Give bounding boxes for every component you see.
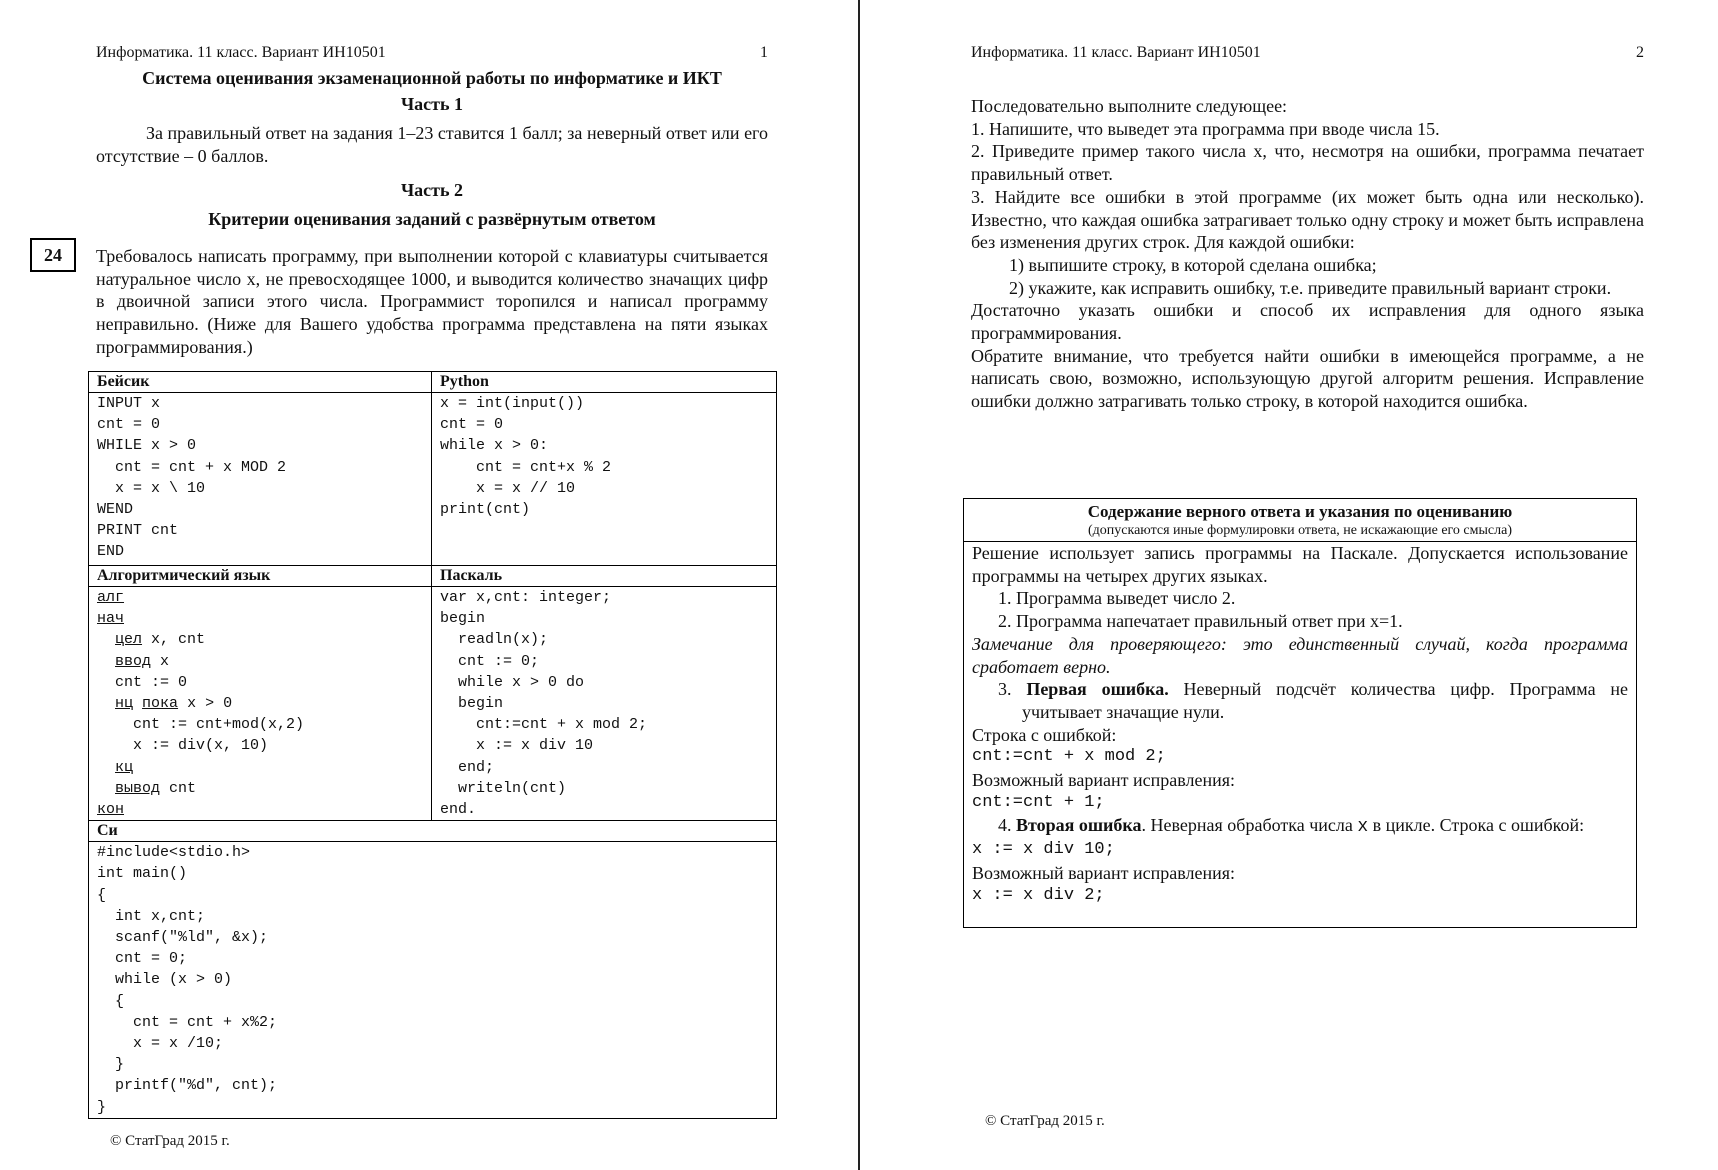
code-line: x = x // 10 — [440, 479, 576, 497]
item-var: x — [1357, 817, 1369, 838]
code-line — [97, 778, 431, 799]
code-line — [97, 651, 431, 672]
code-line: cnt = 0 — [440, 416, 504, 434]
item-num: 4. — [998, 815, 1016, 836]
code-line: WHILE x > 0 — [97, 437, 197, 455]
code-line: cnt = cnt + x%2; — [97, 1013, 278, 1031]
note: Достаточно указать ошибки и способ их исправления для одного языка программирования. — [971, 300, 1644, 344]
code-line: print(cnt) — [440, 501, 531, 519]
instructions — [971, 95, 1644, 413]
basic-code — [89, 393, 432, 566]
item-rest: . Неверная обработка числа — [1141, 815, 1358, 836]
basic-title: Бейсик — [89, 372, 432, 393]
item-rest: Неверный подсчёт количества цифр. Программа не учитывает значащие нули. — [1022, 679, 1628, 722]
pascal-title: Паскаль — [432, 566, 777, 587]
code-line: cnt := 0 — [97, 673, 188, 691]
instruction-line: 1. Напишите, что выведет эта программа при вводе числа 15. — [971, 118, 1440, 139]
error-line-label: Строка с ошибкой: — [972, 724, 1117, 745]
instruction-line: 3. Найдите все ошибки в этой программе (их может быть одна или несколько). Известно, что каждая ошибка затрагивает только одну строку и может быть исправлена без изменения других строк. Для каждой ошибки: — [971, 186, 1644, 253]
code-line: END — [97, 543, 125, 561]
code-table — [88, 371, 777, 1119]
code-line: WEND — [97, 501, 134, 519]
code-line: } — [97, 1056, 125, 1074]
code-line: x = x /10; — [97, 1035, 224, 1053]
code-line: cnt = 0; — [97, 950, 188, 968]
code-line: cnt := 0; — [440, 652, 540, 670]
fix-1-code: cnt:=cnt + 1; — [972, 792, 1105, 812]
code-line: INPUT x — [97, 395, 161, 412]
code-line — [97, 693, 431, 714]
code-line: scanf("%ld", &x); — [97, 929, 269, 947]
code-line: cnt = cnt + x MOD 2 — [97, 458, 287, 476]
code-rest: x — [151, 652, 170, 670]
task-number: 24 — [30, 238, 76, 272]
code-line: printf("%d", cnt); — [97, 1077, 278, 1095]
answer-intro: Решение использует запись программы на Паскале. Допускается использование программы на четырех других языках. — [972, 543, 1628, 586]
document-title: Система оценивания экзаменационной работы по информатике и ИКТ — [142, 68, 722, 88]
fix-label: Возможный вариант исправления: — [972, 770, 1235, 791]
fix-label: Возможный вариант исправления: — [972, 862, 1235, 883]
item-bold: Вторая ошибка — [1016, 815, 1142, 836]
part2-subheading: Критерии оценивания заданий с развёрнутым ответом — [208, 209, 656, 229]
page-header: Информатика. 11 класс. Вариант ИН10501 — [971, 44, 1261, 61]
keyword: вывод — [115, 779, 161, 797]
instruction-line: Последовательно выполните следующее: — [971, 96, 1288, 116]
python-title: Python — [432, 372, 777, 393]
keyword: кц — [115, 758, 134, 776]
code-line: cnt := cnt+mod(x,2) — [97, 716, 305, 734]
part1-heading: Часть 1 — [400, 94, 464, 114]
keyword: нц — [115, 695, 134, 713]
answer-item-2: 2. Программа напечатает правильный ответ при x=1. — [998, 611, 1403, 632]
error-2-code: x := x div 10; — [972, 840, 1115, 860]
code-line — [97, 757, 431, 778]
code-line: while (x > 0) — [97, 971, 233, 989]
code-rest: x > 0 — [178, 695, 233, 713]
answer-item-4 — [972, 814, 1628, 839]
part1-text: За правильный ответ на задания 1–23 ставится 1 балл; за неверный ответ или его отсутствие – 0 баллов. — [96, 123, 768, 166]
code-line: begin — [440, 695, 504, 713]
code-line: нач — [97, 610, 125, 628]
instruction-line: 2. Приведите пример такого числа x, что, несмотря на ошибки, программа печатает правильный ответ. — [971, 141, 1644, 185]
code-line: x = x \ 10 — [97, 479, 206, 497]
task-text: Требовалось написать программу, при выполнении которой с клавиатуры считывается натуральное число x, не превосходящее 1000, и выводится количество значащих цифр в двоичной записи этого числа. Программист торопился и написал программу неправильно. (Ниже для Вашего удобства программа представлена на пяти языках программирования.) — [96, 246, 768, 357]
alg-title: Алгоритмический язык — [89, 566, 432, 587]
code-line: #include<stdio.h> — [97, 844, 251, 862]
code-line: writeln(cnt) — [440, 779, 567, 797]
code-line: while x > 0 do — [440, 673, 585, 691]
page-footer: © СтатГрад 2015 г. — [110, 1133, 230, 1149]
page-footer: © СтатГрад 2015 г. — [985, 1113, 1105, 1129]
keyword: цел — [115, 631, 143, 649]
code-rest: x, cnt — [142, 631, 206, 649]
code-line: } — [97, 1098, 107, 1116]
code-line: cnt:=cnt + x mod 2; — [440, 716, 648, 734]
item-bold: Первая ошибка. — [1026, 679, 1169, 700]
page-1 — [0, 0, 858, 1170]
code-line: while x > 0: — [440, 437, 549, 455]
code-line: int x,cnt; — [97, 907, 206, 925]
fix-2-code: x := x div 2; — [972, 885, 1105, 905]
keyword: пока — [142, 695, 179, 713]
code-line — [97, 629, 431, 650]
code-line: x = int(input()) — [440, 395, 585, 412]
code-line: readln(x); — [440, 631, 549, 649]
code-line: cnt = 0 — [97, 416, 161, 434]
error-1-code: cnt:=cnt + x mod 2; — [972, 747, 1166, 767]
sub-item: 1) выпишите строку, в которой сделана ошибка; — [1009, 254, 1377, 275]
code-line: x := div(x, 10) — [97, 737, 269, 755]
code-line: begin — [440, 610, 486, 628]
code-line: алг — [97, 589, 125, 606]
item-rest: в цикле. Строка с ошибкой: — [1368, 815, 1585, 836]
sub-item: 2) укажите, как исправить ошибку, т.е. приведите правильный вариант строки. — [1009, 277, 1612, 298]
c-title: Си — [89, 821, 777, 842]
page-number: 2 — [1636, 44, 1644, 61]
answer-item-1: 1. Программа выведет число 2. — [998, 588, 1236, 609]
code-line: кон — [97, 801, 125, 819]
answer-body — [964, 542, 1636, 907]
code-line: end. — [440, 801, 477, 819]
pascal-code — [432, 587, 777, 821]
answer-box — [963, 498, 1637, 928]
code-line: x := x div 10 — [440, 737, 594, 755]
page-number: 1 — [760, 44, 768, 61]
page-header: Информатика. 11 класс. Вариант ИН10501 — [96, 44, 386, 61]
code-line: var x,cnt: integer; — [440, 589, 612, 606]
code-line: { — [97, 992, 125, 1010]
code-line: int main() — [97, 865, 188, 883]
answer-subtitle: (допускаются иные формулировки ответа, не искажающие его смысла) — [1088, 523, 1512, 538]
c-code — [89, 842, 777, 1119]
answer-remark: Замечание для проверяющего: это единственный случай, когда программа сработает верно. — [972, 633, 1628, 677]
alg-code — [89, 587, 432, 821]
keyword: ввод — [115, 652, 152, 670]
answer-title: Содержание верного ответа и указания по оцениванию — [1087, 502, 1513, 521]
code-rest: cnt — [160, 779, 197, 797]
item-num: 3. — [998, 679, 1027, 700]
answer-item-3 — [972, 678, 1628, 723]
code-line: cnt = cnt+x % 2 — [440, 458, 612, 476]
code-line: PRINT cnt — [97, 522, 179, 540]
answer-header — [964, 499, 1636, 542]
note: Обратите внимание, что требуется найти ошибки в имеющейся программе, а не написать свою, возможно, использующую другой алгоритм решения. Исправление ошибки должно затрагивать только строку, в которой находится ошибка. — [971, 345, 1644, 412]
python-code — [432, 393, 777, 566]
code-line: end; — [440, 758, 495, 776]
code-line: { — [97, 886, 107, 904]
part2-heading: Часть 2 — [400, 180, 464, 200]
